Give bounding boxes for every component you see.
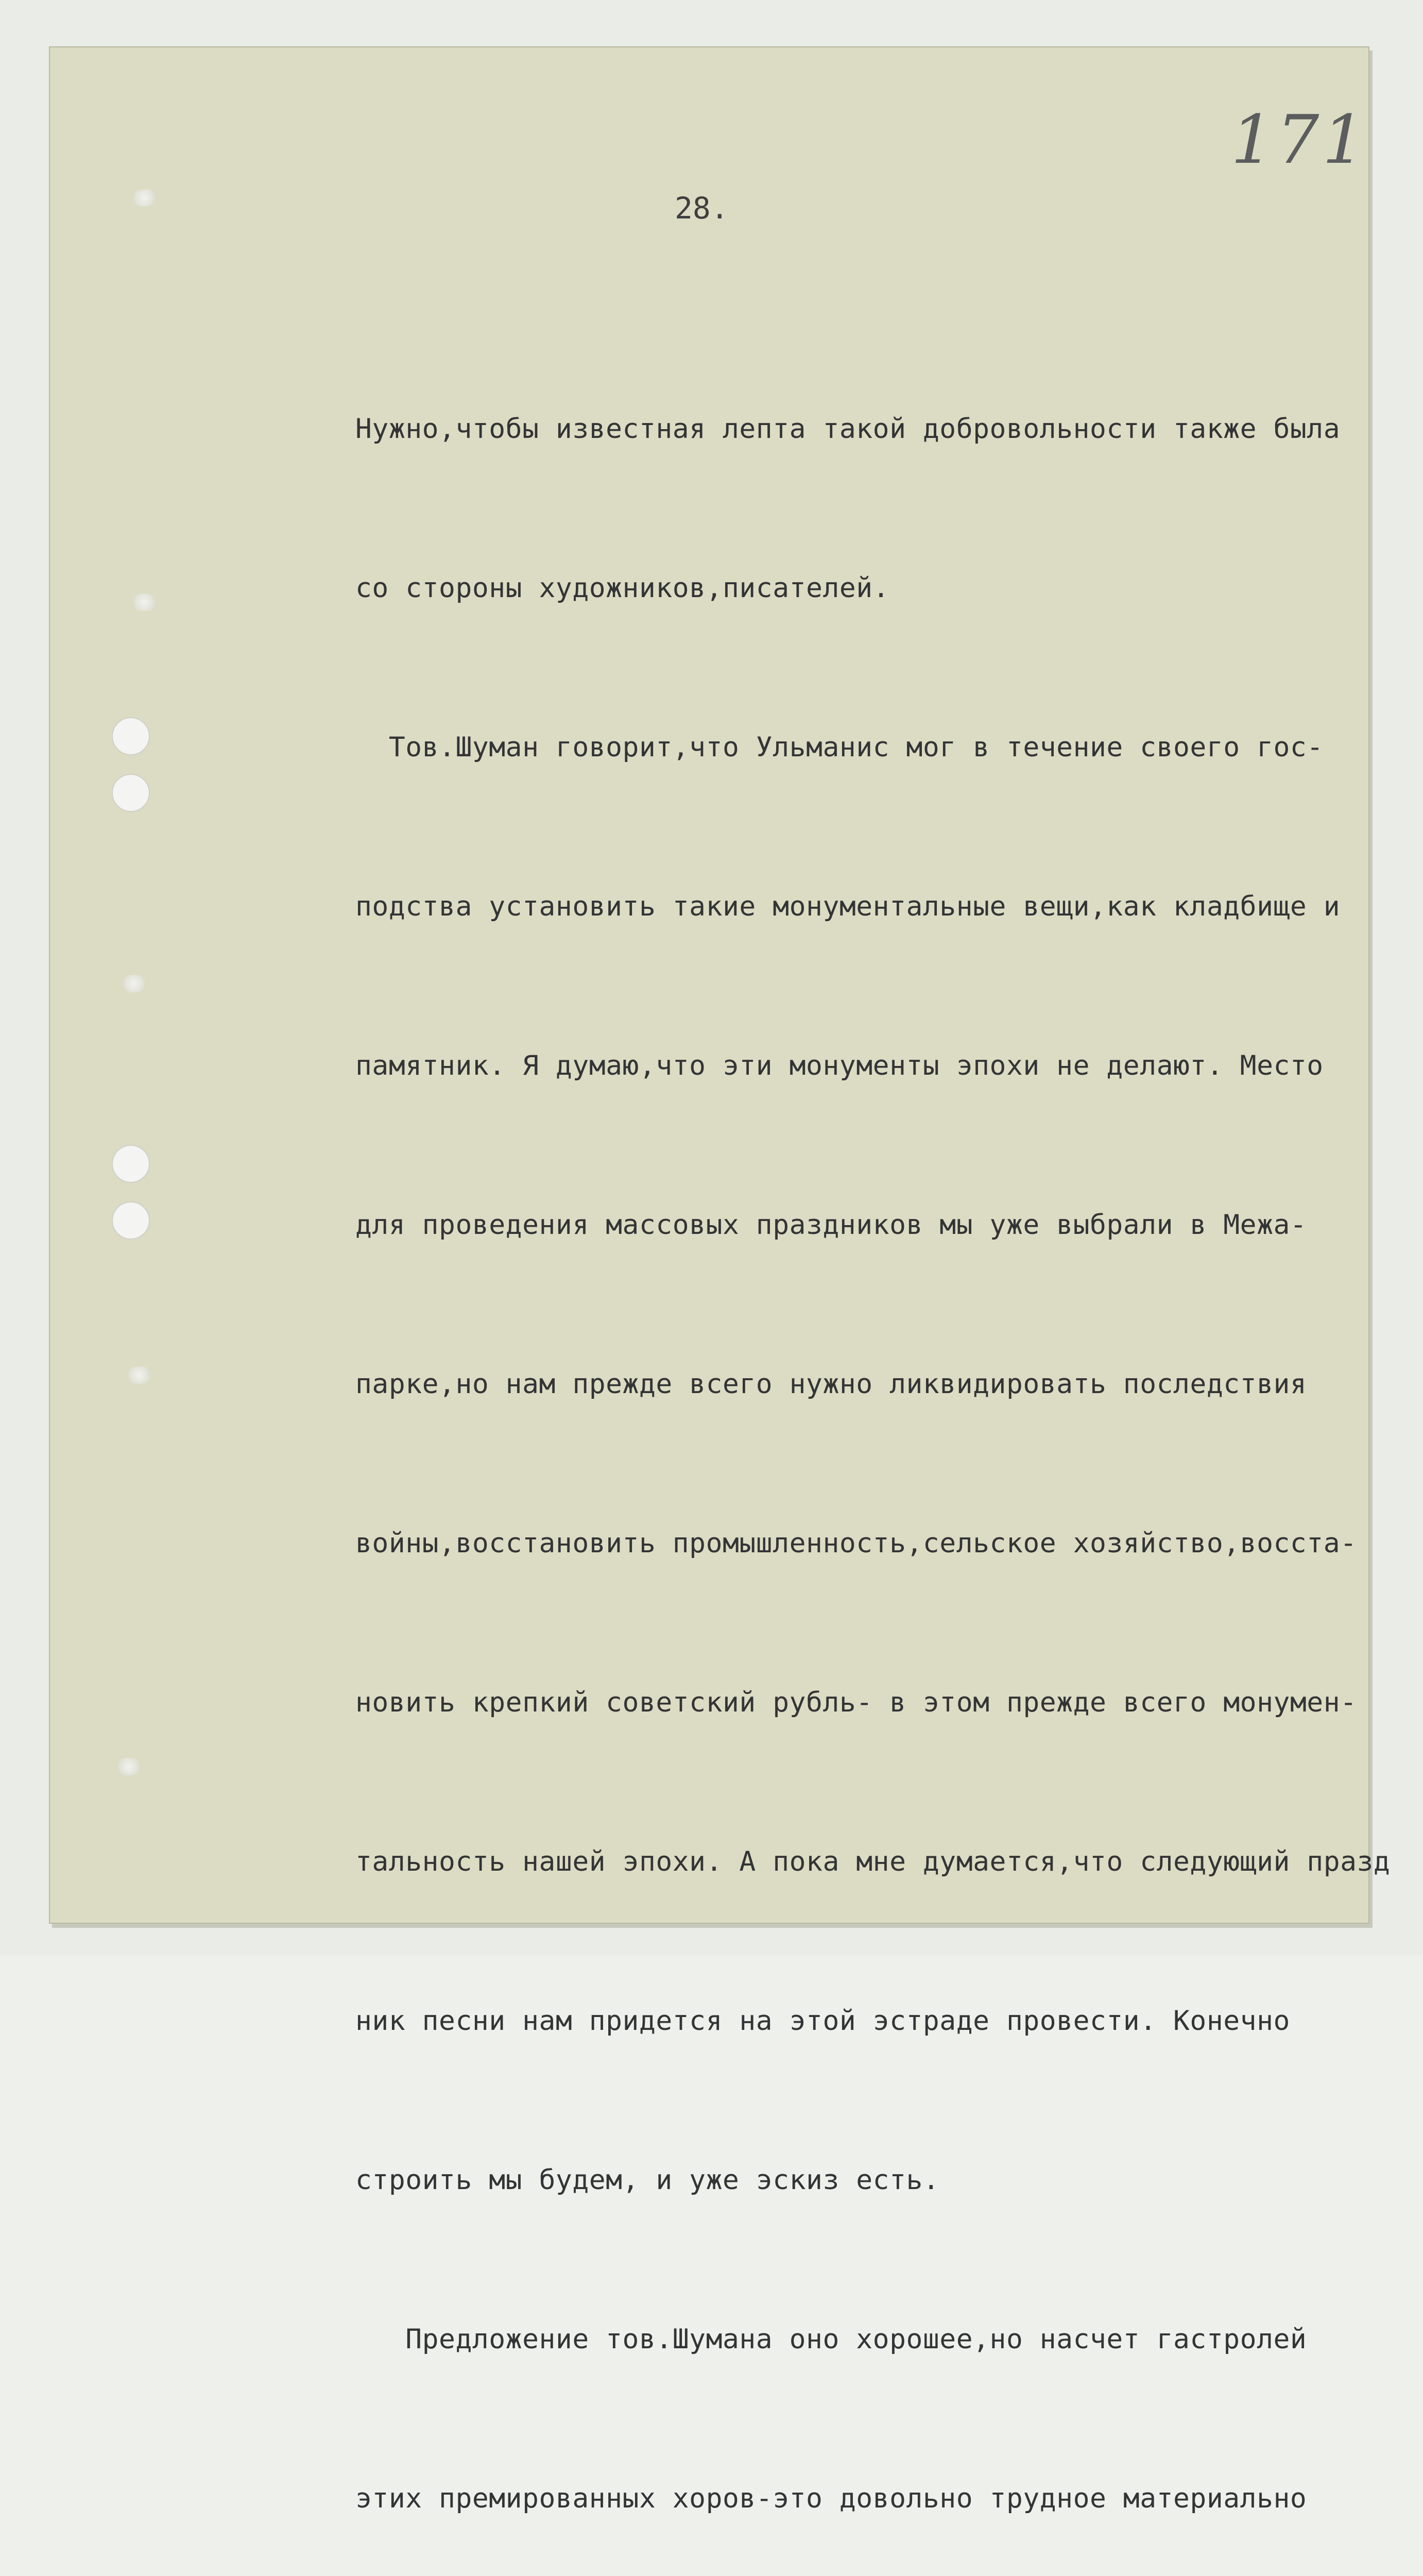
- punch-hole: [112, 717, 150, 755]
- staple-mark: [117, 1758, 141, 1775]
- text-line: со стороны художников,писателей.: [355, 572, 890, 604]
- staple-mark: [132, 189, 156, 207]
- text-line: войны,восстановить промышленность,сельское хозяйство,восста-: [355, 1528, 1357, 1559]
- text-line: Тов.Шуман говорит,что Ульманис мог в течение своего гос-: [355, 732, 1324, 763]
- punch-hole: [112, 1145, 150, 1183]
- staple-mark: [127, 1366, 151, 1384]
- archive-folio-number: 171: [1231, 100, 1368, 179]
- text-line: ник песни нам придется на этой эстраде провести. Конечно: [355, 2005, 1290, 2037]
- punch-hole: [112, 774, 150, 812]
- typed-body-text: [355, 296, 1391, 2576]
- text-line: памятник. Я думаю,что эти монументы эпохи не делают. Место: [355, 1050, 1324, 1081]
- text-line: подства установить такие монументальные вещи,как кладбище и: [355, 891, 1341, 922]
- text-line: Предложение тов.Шумана оно хорошее,но насчет гастролей: [355, 2324, 1307, 2355]
- text-line: тальность нашей эпохи. А пока мне думается,что следующий празд: [355, 1846, 1391, 1877]
- staple-mark: [132, 594, 156, 611]
- punch-hole: [112, 1201, 150, 1240]
- text-line: этих премированных хоров-это довольно трудное материально: [355, 2483, 1307, 2514]
- text-line: Нужно,чтобы известная лепта такой добровольности также была: [355, 413, 1341, 445]
- text-line: новить крепкий советский рубль- в этом прежде всего монумен-: [355, 1687, 1357, 1718]
- page-number: 28.: [675, 191, 729, 226]
- text-line: парке,но нам прежде всего нужно ликвидировать последствия: [355, 1368, 1307, 1400]
- staple-mark: [122, 975, 146, 992]
- text-line: строить мы будем, и уже эскиз есть.: [355, 2164, 940, 2196]
- text-line: для проведения массовых праздников мы уже выбрали в Межа-: [355, 1209, 1307, 1241]
